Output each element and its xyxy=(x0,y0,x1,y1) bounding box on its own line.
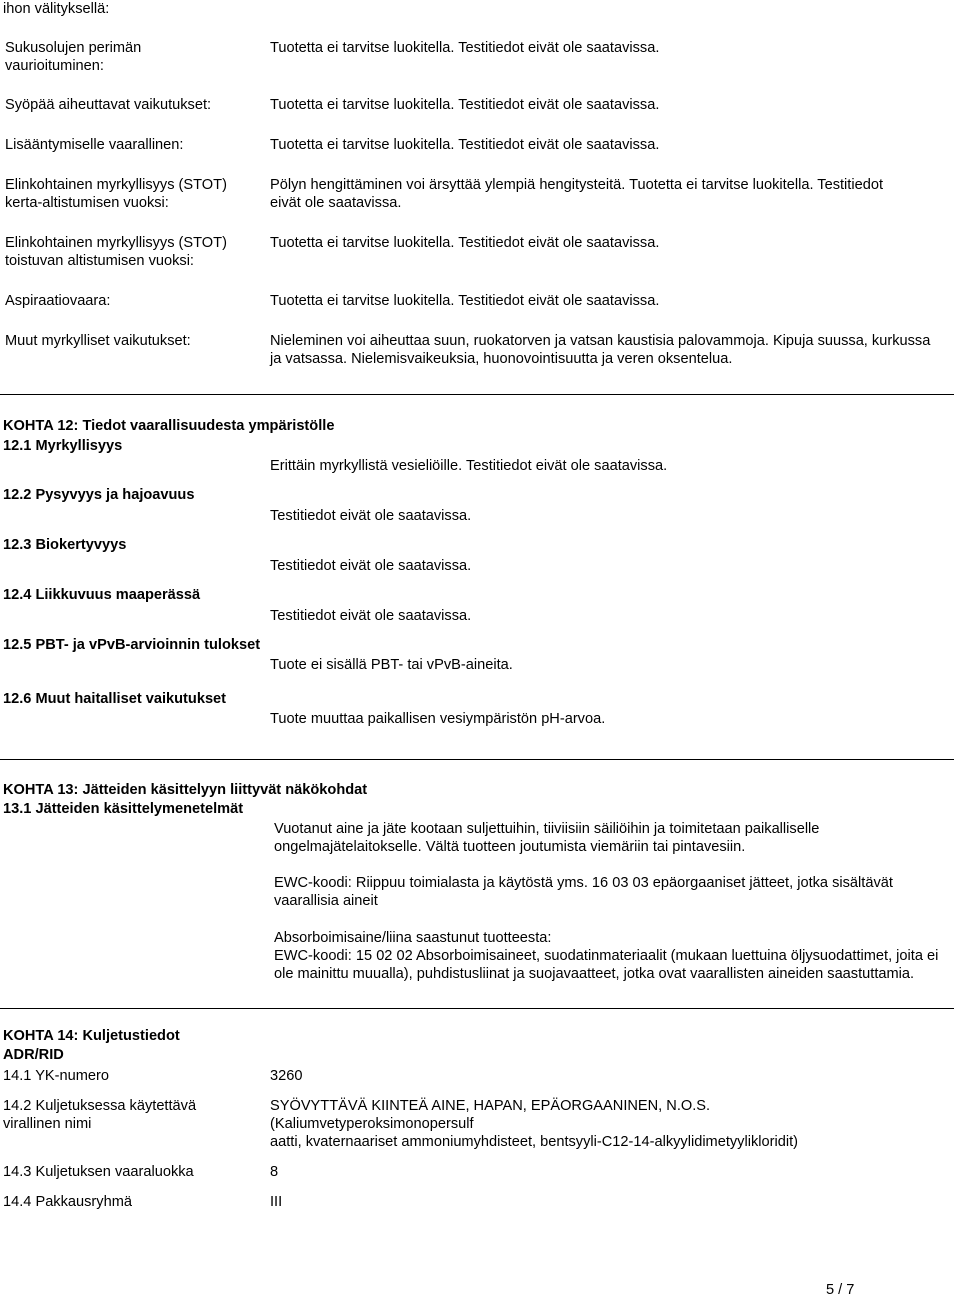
tox-label-germ-cell: Sukusolujen perimän vaurioituminen: xyxy=(5,40,142,74)
s14-packing-group-label: 14.4 Pakkausryhmä xyxy=(3,1194,132,1210)
tox-value-reproductive: Tuotetta ei tarvitse luokitella. Testitiedot eivät ole saatavissa. xyxy=(270,137,660,153)
page-number: 5 / 7 xyxy=(826,1282,855,1298)
section-divider xyxy=(0,759,954,760)
section-divider xyxy=(0,1008,954,1009)
tox-value-stot-repeated: Tuotetta ei tarvitse luokitella. Testitiedot eivät ole saatavissa. xyxy=(270,235,660,251)
s14-class-value: 8 xyxy=(270,1164,279,1180)
s12-value-pbt: Tuote ei sisällä PBT- tai vPvB-aineita. xyxy=(270,657,513,673)
section-13-title: KOHTA 13: Jätteiden käsittelyyn liittyvät näkökohdat xyxy=(3,782,368,798)
tox-label-carcinogenic: Syöpää aiheuttavat vaikutukset: xyxy=(5,97,212,113)
s12-heading-persistence: 12.2 Pysyvyys ja hajoavuus xyxy=(3,487,195,503)
section-12-title: KOHTA 12: Tiedot vaarallisuudesta ympäristölle xyxy=(3,418,335,434)
s12-heading-other-effects: 12.6 Muut haitalliset vaikutukset xyxy=(3,691,227,707)
tox-value-aspiration: Tuotetta ei tarvitse luokitella. Testitiedot eivät ole saatavissa. xyxy=(270,293,660,309)
s14-un-value: 3260 xyxy=(270,1068,303,1084)
s13-paragraph-collection: Vuotanut aine ja jäte kootaan suljettuihin, tiiviisiin säiliöihin ja toimitetaan paikalliselle ongelmajätelaitokselle. Vältä tuotteen joutumista viemäriin tai pintavesiin. xyxy=(274,821,820,855)
s13-absorbent-body: EWC-koodi: 15 02 02 Absorboimisaineet, suodatinmateriaalit (mukaan luettuina öljysuodattimet, joita ei ole mainittu muualla), puhdistusliinat ja suojavaatteet, jotka ovat vaarallisten aineiden saastuttamia. xyxy=(274,948,939,982)
tox-label-reproductive: Lisääntymiselle vaarallinen: xyxy=(5,137,184,153)
s14-packing-group-value: III xyxy=(270,1194,283,1210)
tox-value-stot-single: Pölyn hengittäminen voi ärsyttää ylempiä hengitysteitä. Tuotetta ei tarvitse luokitella. Testitiedot eivät ole saatavissa. xyxy=(270,177,884,211)
s12-value-bioaccumulation: Testitiedot eivät ole saatavissa. xyxy=(270,558,472,574)
section-14-title: KOHTA 14: Kuljetustiedot xyxy=(3,1028,180,1044)
section-divider xyxy=(0,394,954,395)
s12-value-mobility: Testitiedot eivät ole saatavissa. xyxy=(270,608,472,624)
s14-name-label: 14.2 Kuljetuksessa käytettävä virallinen nimi xyxy=(3,1098,197,1132)
s12-value-other-effects: Tuote muuttaa paikallisen vesiympäristön pH-arvoa. xyxy=(270,711,606,727)
s13-absorbent-heading: Absorboimisaine/liina saastunut tuotteesta: xyxy=(274,930,552,946)
s12-heading-bioaccumulation: 12.3 Biokertyvyys xyxy=(3,537,127,553)
s12-heading-mobility: 12.4 Liikkuvuus maaperässä xyxy=(3,587,201,603)
tox-value-other: Nieleminen voi aiheuttaa suun, ruokatorven ja vatsan kaustisia palovammoja. Kipuja suussa, kurkussa ja vatsassa. Nielemisvaikeuksia, huonovointisuutta ja veren oksentelua. xyxy=(270,333,931,367)
s14-subtitle: ADR/RID xyxy=(3,1047,64,1063)
s14-name-line1: SYÖVYTTÄVÄ KIINTEÄ AINE, HAPAN, EPÄORGAANINEN, N.O.S. xyxy=(270,1098,711,1114)
s14-un-label: 14.1 YK-numero xyxy=(3,1068,110,1084)
tox-value-carcinogenic: Tuotetta ei tarvitse luokitella. Testitiedot eivät ole saatavissa. xyxy=(270,97,660,113)
tox-label-stot-repeated: Elinkohtainen myrkyllisyys (STOT) toistuvan altistumisen vuoksi: xyxy=(5,235,227,269)
s12-value-persistence: Testitiedot eivät ole saatavissa. xyxy=(270,508,472,524)
s14-name-line3: aatti, kvaternaariset ammoniumyhdisteet, bentsyyli-C12-14-alkyylidimetyylikloridit) xyxy=(270,1134,798,1150)
s12-heading-pbt: 12.5 PBT- ja vPvB-arvioinnin tulokset xyxy=(3,637,261,653)
tox-top-label: ihon välityksellä: xyxy=(3,1,110,17)
tox-label-other: Muut myrkylliset vaikutukset: xyxy=(5,333,191,349)
tox-value-germ-cell: Tuotetta ei tarvitse luokitella. Testitiedot eivät ole saatavissa. xyxy=(270,40,660,56)
s13-subtitle: 13.1 Jätteiden käsittelymenetelmät xyxy=(3,801,244,817)
s14-class-label: 14.3 Kuljetuksen vaaraluokka xyxy=(3,1164,194,1180)
s13-paragraph-ewc: EWC-koodi: Riippuu toimialasta ja käytöstä yms. 16 03 03 epäorgaaniset jätteet, jotka sisältävät vaarallisia aineit xyxy=(274,875,893,909)
s12-heading-toxicity: 12.1 Myrkyllisyys xyxy=(3,438,123,454)
tox-label-aspiration: Aspiraatiovaara: xyxy=(5,293,111,309)
s14-name-line2: (Kaliumvetyperoksimonopersulf xyxy=(270,1116,474,1132)
tox-label-stot-single: Elinkohtainen myrkyllisyys (STOT) kerta-altistumisen vuoksi: xyxy=(5,177,227,211)
s12-value-toxicity: Erittäin myrkyllistä vesieliöille. Testitiedot eivät ole saatavissa. xyxy=(270,458,668,474)
